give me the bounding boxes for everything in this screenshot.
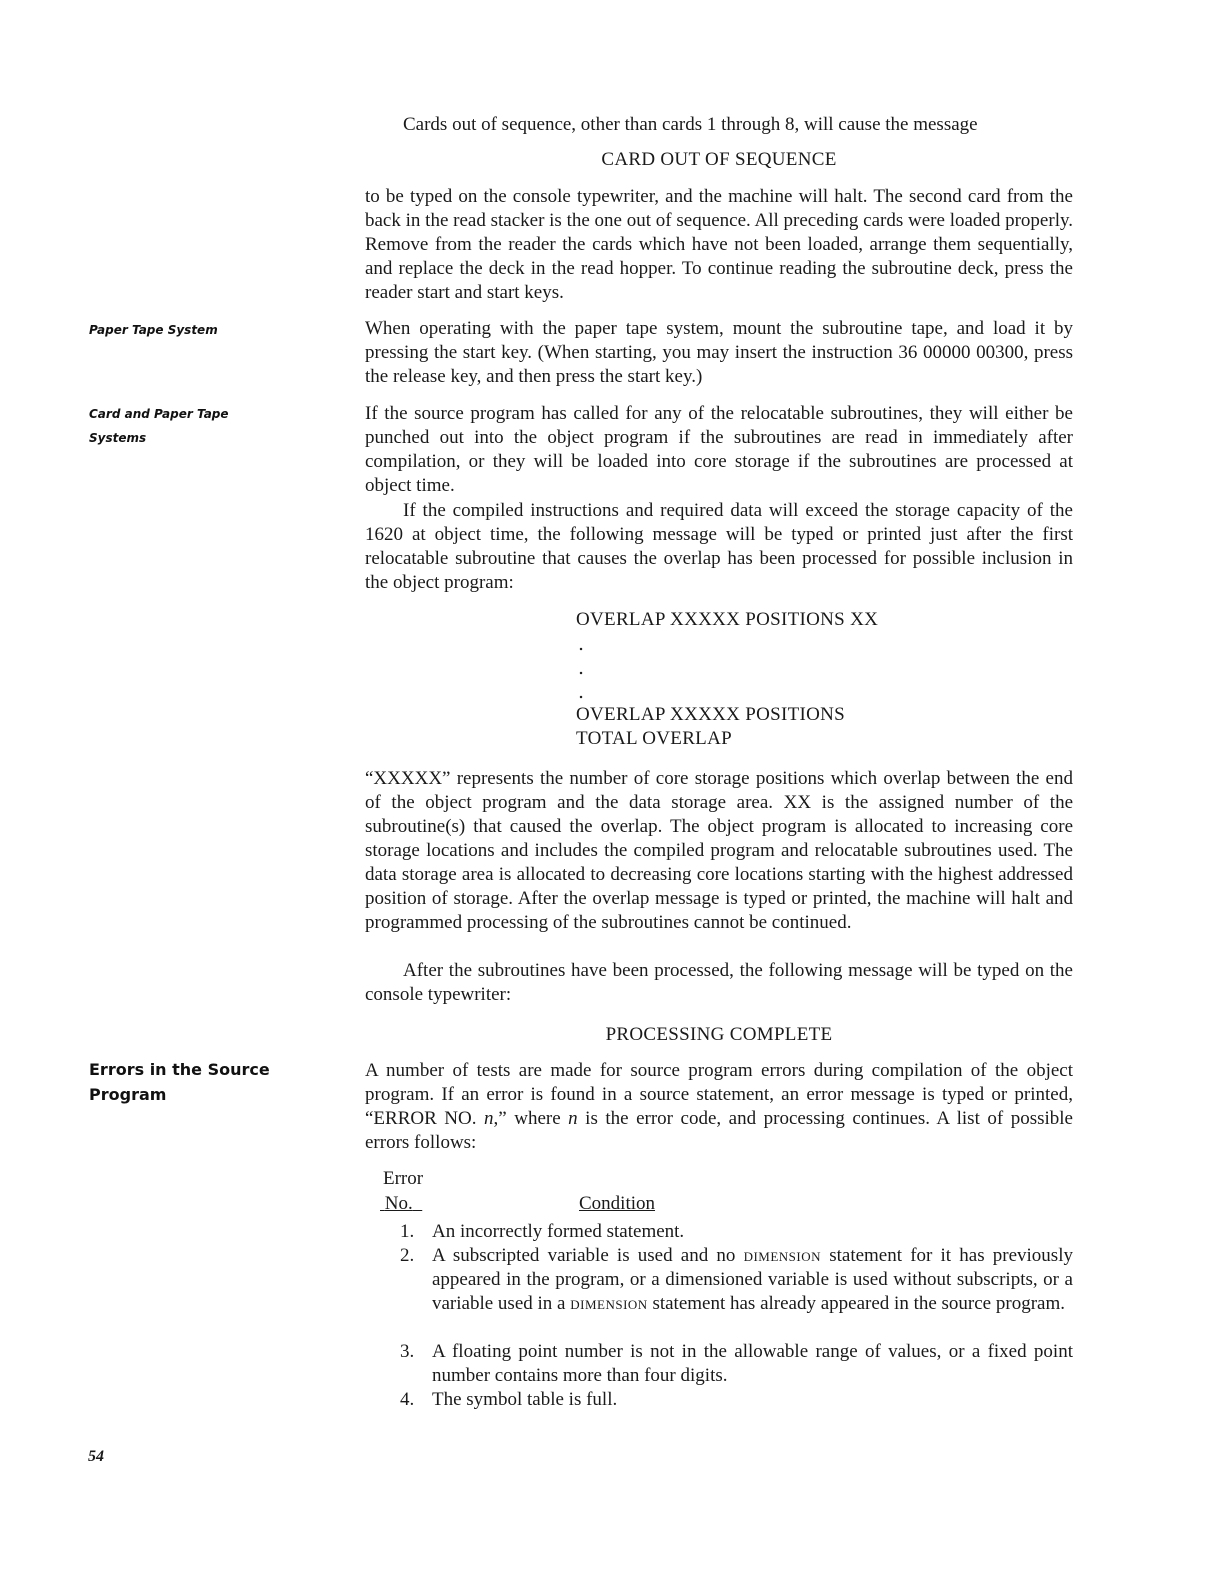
- error-condition: An incorrectly formed statement.: [432, 1221, 685, 1242]
- header-no-text: [380, 1193, 422, 1214]
- text-run: statement has already appeared in the source program.: [647, 1293, 1065, 1314]
- margin-heading-card-paper-tape: [89, 402, 289, 450]
- margin-heading-errors: [89, 1057, 289, 1107]
- text-run: A subscripted variable is used and no: [432, 1245, 744, 1266]
- message-total-overlap: TOTAL OVERLAP: [576, 728, 732, 749]
- error-list-item: [400, 1244, 1073, 1316]
- paragraph-paper-tape: When operating with the paper tape system, mount the subroutine tape, and load it by pressing the start key. (When starting, you may insert the instruction 36 00000 00300, press the release key, and then press the start key.): [365, 318, 1073, 387]
- text-run: is the error code, and processing continues. A list of possible errors follows:: [365, 1108, 1073, 1153]
- paragraph-relocatable-subroutines: If the source program has called for any of the relocatable subroutines, they will either be punched out into the object program if the subroutines are read in immediately after compilation, or they will be loaded into core storage if the subroutines are processed at object time.: [365, 403, 1073, 496]
- margin-heading-paper-tape: Paper Tape System: [89, 323, 218, 337]
- message-overlap-last: OVERLAP XXXXX POSITIONS: [576, 704, 846, 725]
- error-number: 4.: [400, 1389, 415, 1410]
- table-header-error: Error: [383, 1168, 424, 1189]
- error-number: 3.: [400, 1341, 415, 1362]
- error-list-item: [400, 1340, 1073, 1388]
- text-run: ,” where: [493, 1108, 569, 1129]
- paragraph-processed: After the subroutines have been processed, the following message will be typed on the console typewriter:: [365, 960, 1073, 1005]
- margin-heading-line: Errors in the Source: [89, 1060, 270, 1079]
- message-processing-complete: PROCESSING COMPLETE: [605, 1024, 833, 1045]
- paragraph-typed-console: to be typed on the console typewriter, and the machine will halt. The second card from the back in the read stacker is the one out of sequence. All preceding cards were loaded properly. Remove from the reader the cards which have not been loaded, arrange them sequentially, and replace the deck in the read hopper. To continue reading the subroutine deck, press the reader start and start keys.: [365, 186, 1073, 303]
- text-run: statement for it has previously appeared in the program, or a dimensioned variable is used without subscripts, or a variable used in a: [432, 1245, 1073, 1314]
- page-number: 54: [88, 1448, 104, 1465]
- message-overlap-first: OVERLAP XXXXX POSITIONS XX: [576, 609, 879, 630]
- ellipsis-dot: .: [578, 681, 585, 703]
- error-condition: [432, 1244, 1073, 1316]
- keyword-dimension: dimension: [570, 1293, 648, 1314]
- error-number: 1.: [400, 1221, 415, 1242]
- header-no-label: No.: [384, 1193, 413, 1214]
- error-list-item: [400, 1220, 1073, 1244]
- message-card-out-of-sequence: CARD OUT OF SEQUENCE: [601, 149, 837, 170]
- ellipsis-dot: .: [578, 633, 585, 655]
- keyword-dimension: dimension: [743, 1245, 822, 1266]
- text-run: A number of tests are made for source program errors during compilation of the object program. If an error is found in a source statement, an error message is typed or printed, “ERROR NO.: [365, 1060, 1073, 1129]
- paragraph-storage-capacity: If the compiled instructions and required data will exceed the storage capacity of the 1620 at object time, the following message will be typed or printed just after the first relocatable subroutine that causes the overlap has been processed for possible inclusion in the object program:: [365, 500, 1073, 593]
- table-header-condition: Condition: [579, 1193, 656, 1214]
- margin-heading-line: Card and Paper Tape: [89, 407, 229, 421]
- paragraph-xxxxx-explanation: “XXXXX” represents the number of core storage positions which overlap between the end of the object program and the data storage area. XX is the assigned number of the subroutine(s) that caused the overlap. The object program is allocated to increasing core storage locations and includes the compiled program and relocatable subroutines used. The data storage area is allocated to decreasing core locations starting with the highest addressed position of storage. After the overlap message is typed or printed, the machine will halt and programmed processing of the subroutines cannot be continued.: [365, 768, 1073, 933]
- error-number: 2.: [400, 1245, 415, 1266]
- error-condition: A floating point number is not in the allowable range of values, or a fixed point number contains more than four digits.: [432, 1341, 1073, 1386]
- margin-heading-line: Systems: [89, 431, 147, 445]
- variable-n: n: [484, 1108, 494, 1129]
- error-list-item: [400, 1388, 1073, 1412]
- table-header-no: [380, 1192, 422, 1216]
- paragraph-source-errors: [365, 1059, 1073, 1155]
- error-condition: The symbol table is full.: [432, 1389, 618, 1410]
- margin-heading-line: Program: [89, 1085, 167, 1104]
- variable-n: n: [568, 1108, 578, 1129]
- paragraph-cards-sequence: Cards out of sequence, other than cards 1 through 8, will cause the message: [403, 114, 978, 135]
- ellipsis-dot: .: [578, 657, 585, 679]
